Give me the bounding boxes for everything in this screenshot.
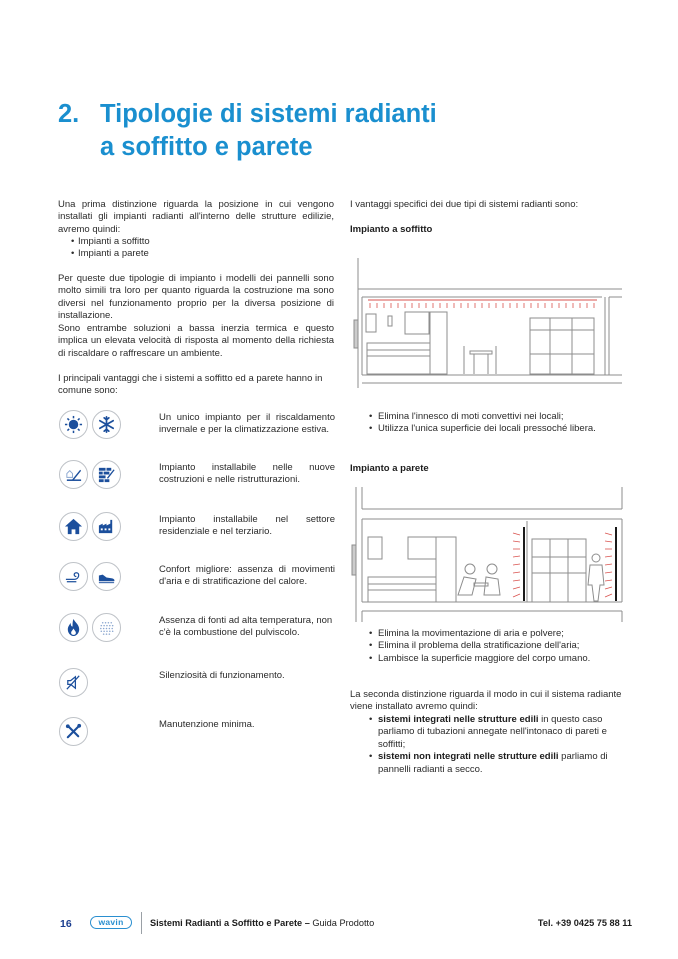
advantage-row xyxy=(58,562,333,596)
list-item: • Impianti a soffitto xyxy=(58,236,334,248)
advantage-text: Assenza di fonti ad alta temperatura, non c'è la combustione del pulviscolo. xyxy=(159,615,333,639)
footer-telephone: Tel. +39 0425 75 88 11 xyxy=(537,918,632,928)
list-item: • Elimina l'innesco di moti convettivi nei locali; xyxy=(350,411,635,423)
list-item: • Elimina il problema della stratificazione dell'aria; xyxy=(350,640,635,652)
list-item-rest: in questo caso parliamo di tubazioni annegate nell'intonaco di pareti e soffitti; xyxy=(378,714,607,750)
installation-types-list xyxy=(350,714,630,776)
snowflake-icon xyxy=(92,410,121,439)
right-intro: I vantaggi specifici dei due tipi di sistemi radianti sono: xyxy=(350,199,579,210)
intro-paragraph: Una prima distinzione riguarda la posizione in cui vengono installati gli impianti radianti all'interno delle strutture edilizie, avremo quindi: xyxy=(58,199,334,235)
footer-title-bold: Sistemi Radianti a Soffitto e Parete xyxy=(150,918,303,928)
page-number: 16 xyxy=(60,918,72,930)
footer-title xyxy=(150,918,374,928)
advantage-row xyxy=(58,512,333,546)
list-item-bold: sistemi non integrati nelle strutture edili xyxy=(378,751,559,763)
advantage-text: Confort migliore: assenza di movimenti d'aria e di stratificazione del calore. xyxy=(159,564,335,588)
section-number: 2. xyxy=(58,100,80,128)
title-line-2: a soffitto e parete xyxy=(100,133,313,161)
advantage-row xyxy=(58,460,333,494)
second-distinction-intro: La seconda distinzione riguarda il modo in cui il sistema radiante viene installato avremo quindi: xyxy=(350,689,622,713)
advantage-row xyxy=(58,410,333,444)
title-line-1: Tipologie di sistemi radianti xyxy=(100,100,437,128)
house-icon xyxy=(59,512,88,541)
advantage-row xyxy=(58,613,333,647)
advantage-text: Manutenzione minima. xyxy=(159,719,255,730)
list-item: • Impianti a parete xyxy=(58,248,334,260)
intro-bullets xyxy=(58,236,334,261)
advantage-row xyxy=(58,668,333,702)
wall-advantages-list xyxy=(350,628,635,665)
sun-icon xyxy=(59,410,88,439)
advantage-text: Silenziosità di funzionamento. xyxy=(159,670,285,681)
list-item-bold: sistemi integrati nelle strutture edili xyxy=(378,714,539,725)
paragraph-2: Per queste due tipologie di impianto i modelli dei pannelli sono molto simili tra loro per quanto riguarda la costruzione ma sono diversi nel funzionamento proprio per la diversa posizione di installazione. xyxy=(58,273,334,322)
footer-title-rest: Guida Prodotto xyxy=(312,918,375,928)
paragraph-4: I principali vantaggi che i sistemi a soffitto ed a parete hanno in comune sono: xyxy=(58,373,323,397)
list-item xyxy=(350,714,630,751)
list-item-rest: parliamo di pannelli radianti a secco. xyxy=(378,751,608,775)
wavin-logo: wavin xyxy=(90,916,132,929)
footer-divider xyxy=(141,912,142,934)
ceiling-advantages-list xyxy=(350,411,635,436)
ceiling-heading: Impianto a soffitto xyxy=(350,224,433,235)
advantage-text: Un unico impianto per il riscaldamento invernale e per la climatizzazione estiva. xyxy=(159,412,335,436)
ceiling-system-diagram xyxy=(350,258,630,388)
renovation-wall-icon xyxy=(92,460,121,489)
list-item: • Utilizza l'unica superficie dei locali pressoché libera. xyxy=(350,423,635,435)
advantage-text: Impianto installabile nelle nuove costruzioni e nelle ristrutturazioni. xyxy=(159,462,335,486)
mute-speaker-icon xyxy=(59,668,88,697)
list-item: • Elimina la movimentazione di aria e polvere; xyxy=(350,628,635,640)
dust-icon xyxy=(92,613,121,642)
flame-icon xyxy=(59,613,88,642)
footer-title-separator: – xyxy=(302,918,313,928)
list-item xyxy=(350,751,630,776)
tools-icon xyxy=(59,717,88,746)
new-construction-icon xyxy=(59,460,88,489)
wall-system-diagram xyxy=(350,487,630,622)
advantage-row xyxy=(58,717,333,751)
paragraph-3: Sono entrambe soluzioni a bassa inerzia termica e questo implica un elevata velocità di risposta al momento della richiesta di riscaldare o raffrescare un ambiente. xyxy=(58,323,334,359)
list-item: • Lambisce la superficie maggiore del corpo umano. xyxy=(350,653,635,665)
advantage-text: Impianto installabile nel settore residenziale e nel terziario. xyxy=(159,514,335,538)
air-flow-icon xyxy=(59,562,88,591)
wall-heading: Impianto a parete xyxy=(350,463,429,474)
shoe-icon xyxy=(92,562,121,591)
factory-icon xyxy=(92,512,121,541)
page-footer xyxy=(0,912,678,936)
